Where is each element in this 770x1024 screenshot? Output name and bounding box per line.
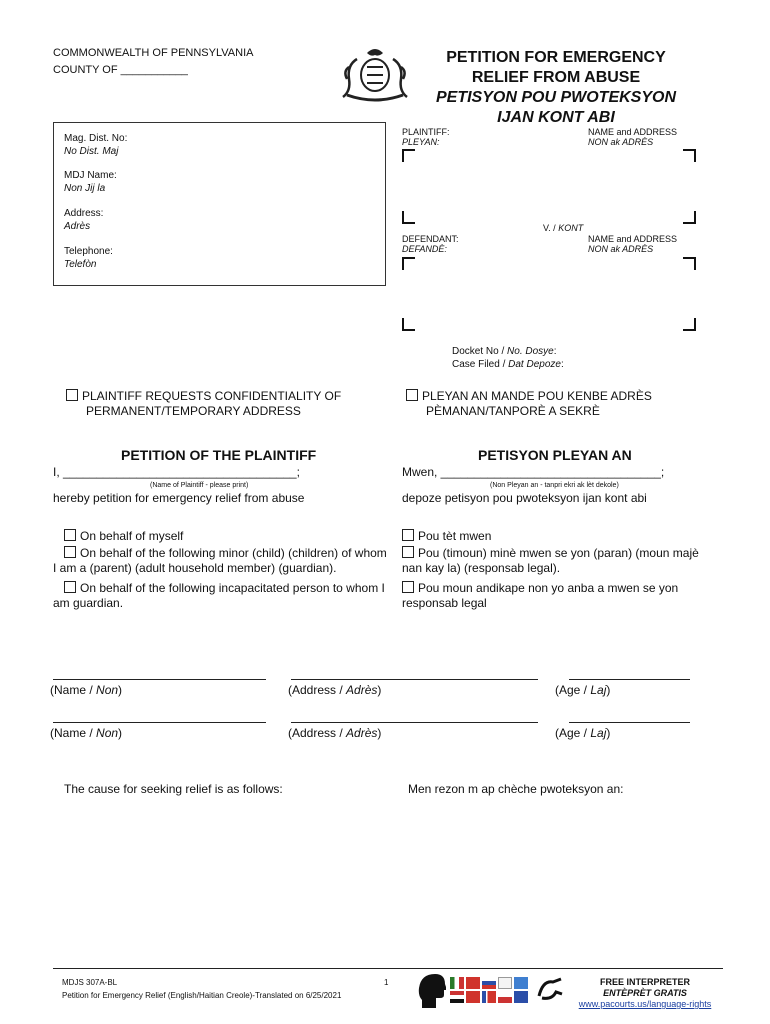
- option-incapacitated-ht: [402, 581, 722, 611]
- plaintiff-label: PLAINTIFF:: [402, 127, 450, 137]
- telephone-label-ht: Telefòn: [64, 259, 97, 270]
- minor-checkbox-ht[interactable]: [402, 546, 414, 558]
- petition-heading-en: PETITION OF THE PLAINTIFF: [121, 447, 317, 463]
- name-hint-ht: (Non Pleyan an - tanpri ekri ak lèt dekole): [490, 482, 619, 489]
- defendant-box-corner-br: [683, 318, 696, 331]
- option-incapacitated-ht-label: Pou moun andikape non yo anba a mwen se yon responsab legal: [402, 581, 679, 610]
- docket-en: Docket No /: [452, 346, 505, 357]
- option-minor-en: [53, 546, 388, 576]
- person1-name-en: (Name /: [50, 683, 93, 697]
- flag-nepal-icon: [514, 991, 528, 1003]
- mdj-name-label: MDJ Name:: [64, 170, 117, 181]
- person1-address-line[interactable]: [291, 679, 538, 680]
- mdj-name-label-ht: Non Jij la: [64, 183, 106, 194]
- flag-russia-icon: [482, 977, 496, 989]
- plaintiff-label-ht: PLEYAN:: [402, 137, 440, 147]
- person1-age-line[interactable]: [569, 679, 690, 680]
- confidentiality-checkbox-en[interactable]: [66, 389, 78, 401]
- person1-name-label: (Name / Non): [50, 683, 123, 697]
- confidentiality-ht-line2: PÈMANAN/TANPORÈ A SEKRÈ: [426, 404, 600, 418]
- defendant-label-ht: DEFANDÈ:: [402, 244, 447, 254]
- person2-age-ht: Laj: [590, 726, 607, 740]
- option-myself-ht-label: Pou tèt mwen: [418, 529, 492, 543]
- defendant-box-corner-tl: [402, 257, 415, 270]
- option-myself-en: [64, 529, 389, 544]
- commonwealth-label: COMMONWEALTH OF PENNSYLVANIA: [53, 47, 254, 59]
- confidentiality-ht: [406, 389, 652, 419]
- address-label-ht: Adrès: [64, 221, 91, 232]
- page-number: 1: [384, 978, 389, 987]
- cause-en: The cause for seeking relief is as follows:: [64, 782, 283, 796]
- sign-language-icon: [536, 976, 566, 1002]
- defendant-box-corner-tr: [683, 257, 696, 270]
- versus-label: [543, 223, 583, 234]
- person2-name-en: (Name /: [50, 726, 93, 740]
- person2-address-line[interactable]: [291, 722, 538, 723]
- confidentiality-ht-line1: PLEYAN AN MANDE POU KENBE ADRÈS: [422, 389, 652, 403]
- title-ht-line1: PETISYON POU PWOTEKSYON: [435, 89, 677, 106]
- hereby-en: hereby petition for emergency relief from abuse: [53, 491, 305, 505]
- person2-address-ht: Adrès: [346, 726, 378, 740]
- flag-china-icon: [466, 977, 480, 989]
- petition-heading-ht: PETISYON PLEYAN AN: [478, 447, 632, 463]
- person2-name-line[interactable]: [53, 722, 266, 723]
- flag-korea-icon: [498, 977, 512, 989]
- person2-age-en: (Age /: [555, 726, 588, 740]
- myself-checkbox-ht[interactable]: [402, 529, 414, 541]
- pennsylvania-seal-icon: [337, 45, 413, 103]
- person1-address-en: (Address /: [288, 683, 343, 697]
- option-minor-ht-label: Pou (timoun) minè mwen se yon (paran) (moun majè nan kay la) (responsab legal).: [402, 546, 699, 575]
- person1-address-label: (Address / Adrès): [288, 683, 382, 697]
- person2-name-ht: Non: [96, 726, 119, 740]
- title-en-line1: PETITION FOR EMERGENCY: [446, 49, 666, 66]
- person2-age-line[interactable]: [569, 722, 690, 723]
- title-en-line2: RELIEF FROM ABUSE: [471, 69, 641, 86]
- case-filed-en: Case Filed /: [452, 359, 506, 370]
- person1-age-ht: Laj: [590, 683, 607, 697]
- plaintiff-name-line-ht[interactable]: Mwen, _________________________________;: [402, 465, 665, 479]
- minor-checkbox-en[interactable]: [64, 546, 76, 558]
- plaintiff-name-address-label: NAME and ADDRESS: [588, 127, 678, 137]
- case-filed-ht: Dat Depoze: [508, 359, 561, 370]
- speaking-head-icon: [418, 972, 446, 1010]
- case-filed-label: Case Filed / Dat Depoze:: [452, 359, 564, 370]
- form-description: Petition for Emergency Relief (English/Haitian Creole)-Translated on 6/25/2021: [62, 991, 342, 1000]
- defendant-box-corner-bl: [402, 318, 415, 331]
- plaintiff-box-corner-br: [683, 211, 696, 224]
- defendant-label: DEFENDANT:: [402, 234, 459, 244]
- flag-poland-icon: [498, 991, 512, 1003]
- option-myself-ht: [402, 529, 722, 544]
- name-hint-en: (Name of Plaintiff - please print): [150, 482, 249, 489]
- person2-name-label: (Name / Non): [50, 726, 123, 740]
- incapacitated-checkbox-en[interactable]: [64, 581, 76, 593]
- confidentiality-checkbox-ht[interactable]: [406, 389, 418, 401]
- address-label: Address:: [64, 208, 104, 219]
- option-myself-en-label: On behalf of myself: [80, 529, 184, 543]
- myself-checkbox-en[interactable]: [64, 529, 76, 541]
- title-ht-line2: IJAN KONT ABI: [497, 109, 615, 126]
- footer-divider: [53, 968, 723, 969]
- plaintiff-name-line-en[interactable]: I, ___________________________________;: [53, 465, 300, 479]
- telephone-label: Telephone:: [64, 246, 113, 257]
- option-incapacitated-en: [53, 581, 388, 611]
- plaintiff-box-corner-bl: [402, 211, 415, 224]
- confidentiality-en-line2: PERMANENT/TEMPORARY ADDRESS: [86, 404, 301, 418]
- language-rights-link[interactable]: www.pacourts.us/language-rights: [578, 999, 712, 1009]
- option-minor-en-label: On behalf of the following minor (child) (children) of whom I am a (parent) (adult household member) (guardian).: [53, 546, 387, 575]
- plaintiff-box-corner-tl: [402, 149, 415, 162]
- docket-label: Docket No / No. Dosye:: [452, 346, 557, 357]
- incapacitated-checkbox-ht[interactable]: [402, 581, 414, 593]
- plaintiff-name-address-label-ht: NON ak ADRÈS: [588, 137, 654, 147]
- county-label: COUNTY OF ___________: [53, 64, 188, 76]
- option-incapacitated-en-label: On behalf of the following incapacitated person to whom I am guardian.: [53, 581, 385, 610]
- defendant-name-address-label-ht: NON ak ADRÈS: [588, 244, 654, 254]
- hereby-ht: depoze petisyon pou pwoteksyon ijan kont abi: [402, 491, 647, 505]
- person2-address-label: (Address / Adrès): [288, 726, 382, 740]
- flag-somalia-icon: [514, 977, 528, 989]
- flag-haiti-icon: [482, 991, 496, 1003]
- flag-vietnam-icon: [466, 991, 480, 1003]
- flag-arab-icon: [450, 991, 464, 1003]
- plaintiff-box-corner-tr: [683, 149, 696, 162]
- person1-name-ht: Non: [96, 683, 119, 697]
- defendant-name-address-label: NAME and ADDRESS: [588, 234, 678, 244]
- person1-name-line[interactable]: [53, 679, 266, 680]
- person1-age-label: (Age / Laj): [555, 683, 611, 697]
- form-id: MDJS 307A-BL: [62, 978, 118, 987]
- versus-en: V. /: [543, 223, 556, 233]
- cause-ht: Men rezon m ap chèche pwoteksyon an:: [408, 782, 624, 796]
- free-interpreter-label: FREE INTERPRETER: [599, 977, 690, 987]
- docket-ht: No. Dosye: [507, 346, 554, 357]
- free-interpreter-label-ht: ENTÈPRÈT GRATIS: [603, 988, 687, 998]
- confidentiality-en: [66, 389, 341, 419]
- option-minor-ht: [402, 546, 722, 576]
- flag-mexico-icon: [450, 977, 464, 989]
- mag-dist-label-ht: No Dist. Maj: [64, 146, 119, 157]
- versus-ht: KONT: [558, 223, 584, 233]
- confidentiality-en-line1: PLAINTIFF REQUESTS CONFIDENTIALITY OF: [82, 389, 342, 403]
- person2-age-label: (Age / Laj): [555, 726, 611, 740]
- person1-age-en: (Age /: [555, 683, 588, 697]
- person2-address-en: (Address /: [288, 726, 343, 740]
- mag-dist-label: Mag. Dist. No:: [64, 133, 128, 144]
- person1-address-ht: Adrès: [346, 683, 378, 697]
